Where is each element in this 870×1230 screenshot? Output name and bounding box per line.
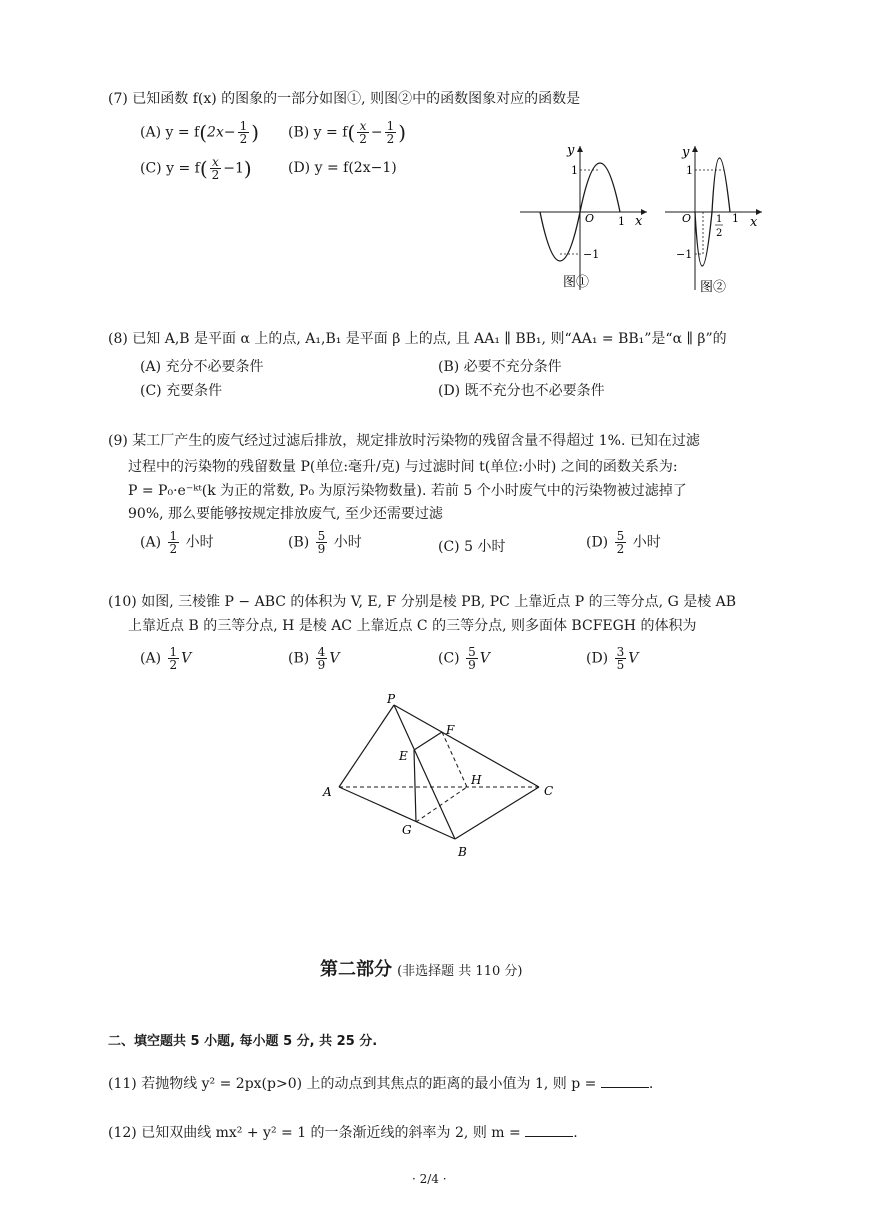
svg-text:E: E [399,749,408,763]
q10-option-a-unit: V [181,650,192,667]
part2-title: 第二部分 [320,959,392,980]
q9-line-2: 过程中的污染物的残留数量 P(单位:毫升/克) 与过滤时间 t(单位:小时) 之间的函数关系为: [128,459,678,475]
q9-option-d: (D) $\frac{5}{2}$ 小时 [586,529,661,556]
q11: (11) 若抛物线 y² = 2px(p>0) 上的动点到其焦点的距离的最小值为 1, 则 p = . [108,1073,653,1095]
q12-answer-blank[interactable] [525,1122,573,1137]
q10-option-d-unit: V [628,650,639,667]
svg-text:1: 1 [686,164,693,177]
q7-option-c-label: (C) y = f [140,160,200,177]
q8-stem: (8) 已知 A,B 是平面 α 上的点, A₁,B₁ 是平面 β 上的点, 且 AA₁ ∥ BB₁, 则“AA₁ = BB₁”是“α ∥ β”的 [108,331,727,347]
q10-line-2: 上靠近点 B 的三等分点, H 是棱 AC 上靠近点 C 的三等分点, 则多面体 BCFEGH 的体积为 [128,618,697,634]
svg-text:−1: −1 [583,248,600,261]
q7-option-a: (A) y = f(2x− $\frac{1}{2}$ ) [140,119,260,146]
svg-text:O: O [682,212,692,225]
q9-line-4: 90%, 那么要能够按规定排放废气, 至少还需要过滤 [128,506,443,522]
q7-figure-1 [515,140,655,300]
svg-text:y: y [567,143,575,158]
q8-option-c: (C) 充要条件 [140,383,223,399]
q7-option-b: (B) y = f( $\frac{x}{2}$ − $\frac{1}{2}$ ) [288,119,407,146]
q8-option-a: (A) 充分不必要条件 [140,359,264,375]
q11-answer-blank[interactable] [601,1073,649,1088]
q10-option-a-label: (A) [140,650,162,667]
fill-section-title: 二、填空题共 5 小题, 每小题 5 分, 共 25 分. [108,1034,378,1049]
q9-line-1: (9) 某工厂产生的废气经过过滤后排放，规定排放时污染物的残留含量不得超过 1%. 已知在过滤 [108,433,700,449]
svg-text:x: x [635,214,643,229]
svg-text:C: C [544,784,554,798]
q9-line-3: P = P₀·e⁻ᵏᵗ(k 为正的常数, P₀ 为原污染物数量). 若前 5 个小时废气中的污染物被过滤掉了 [128,483,687,499]
q9-option-d-label: (D) [586,534,609,551]
q10-option-c: (C) $\frac{5}{9}$ V [438,645,490,672]
q10-pyramid-figure [315,690,565,865]
q7-stem: (7) 已知函数 f(x) 的图象的一部分如图①, 则图②中的函数图象对应的函数是 [108,91,581,107]
q9-option-c: (C) 5 小时 [438,539,506,555]
svg-text:B: B [458,845,467,859]
q10-option-b: (B) $\frac{4}{9}$ V [288,645,340,672]
q10-option-a: (A) $\frac{1}{2}$ V [140,645,192,672]
q9-option-b: (B) $\frac{5}{9}$ 小时 [288,529,362,556]
q7-figure-2 [660,140,770,300]
svg-text:1: 1 [571,164,578,177]
q8-option-b: (B) 必要不充分条件 [438,359,562,375]
q7-figure-1-caption: 图① [563,275,590,290]
q7-option-c: (C) y = f( $\frac{x}{2}$ −1) [140,155,252,182]
q10-option-b-label: (B) [288,650,310,667]
svg-text:H: H [471,773,482,787]
svg-text:O: O [585,212,595,225]
svg-text:F: F [446,723,455,737]
svg-text:y: y [682,145,690,160]
svg-text:−1: −1 [676,248,693,261]
q12-stem: (12) 已知双曲线 mx² + y² = 1 的一条渐近线的斜率为 2, 则 m = [108,1125,521,1141]
q9-option-a-unit: 小时 [185,534,214,551]
q9-option-b-label: (B) [288,534,310,551]
part2-heading [320,955,522,981]
q10-option-b-unit: V [329,650,340,667]
svg-text:1: 1 [618,215,625,228]
svg-text:A: A [323,785,332,799]
q7-option-d: (D) y = f(2x−1) [288,160,397,176]
q9-option-d-unit: 小时 [632,534,661,551]
q10-line-1: (10) 如图, 三棱锥 P − ABC 的体积为 V, E, F 分别是棱 PB, PC 上靠近点 P 的三等分点, G 是棱 AB [108,594,737,610]
svg-text:1: 1 [732,212,739,225]
q9-option-a-label: (A) [140,534,162,551]
svg-text:P: P [387,692,396,706]
q8-option-d: (D) 既不充分也不必要条件 [438,383,605,399]
q9-option-a: (A) $\frac{1}{2}$ 小时 [140,529,214,556]
q10-option-d: (D) $\frac{3}{5}$ V [586,645,639,672]
page-number: · 2/4 · [412,1172,447,1186]
svg-text:2: 2 [716,228,723,239]
part2-subtitle: (非选择题 共 110 分) [397,964,523,979]
q9-option-b-unit: 小时 [333,534,362,551]
q10-option-c-unit: V [479,650,490,667]
q7-option-b-label: (B) y = f [288,124,348,141]
q11-stem: (11) 若抛物线 y² = 2px(p>0) 上的动点到其焦点的距离的最小值为 1, 则 p = [108,1076,597,1092]
q10-option-c-label: (C) [438,650,460,667]
q7-option-a-label: (A) y = f [140,124,200,141]
q12: (12) 已知双曲线 mx² + y² = 1 的一条渐近线的斜率为 2, 则 m = . [108,1122,578,1144]
svg-text:1: 1 [716,214,723,225]
svg-text:x: x [750,215,758,230]
svg-text:G: G [402,823,412,837]
q7-figure-2-caption: 图② [700,280,727,295]
q10-option-d-label: (D) [586,650,609,667]
